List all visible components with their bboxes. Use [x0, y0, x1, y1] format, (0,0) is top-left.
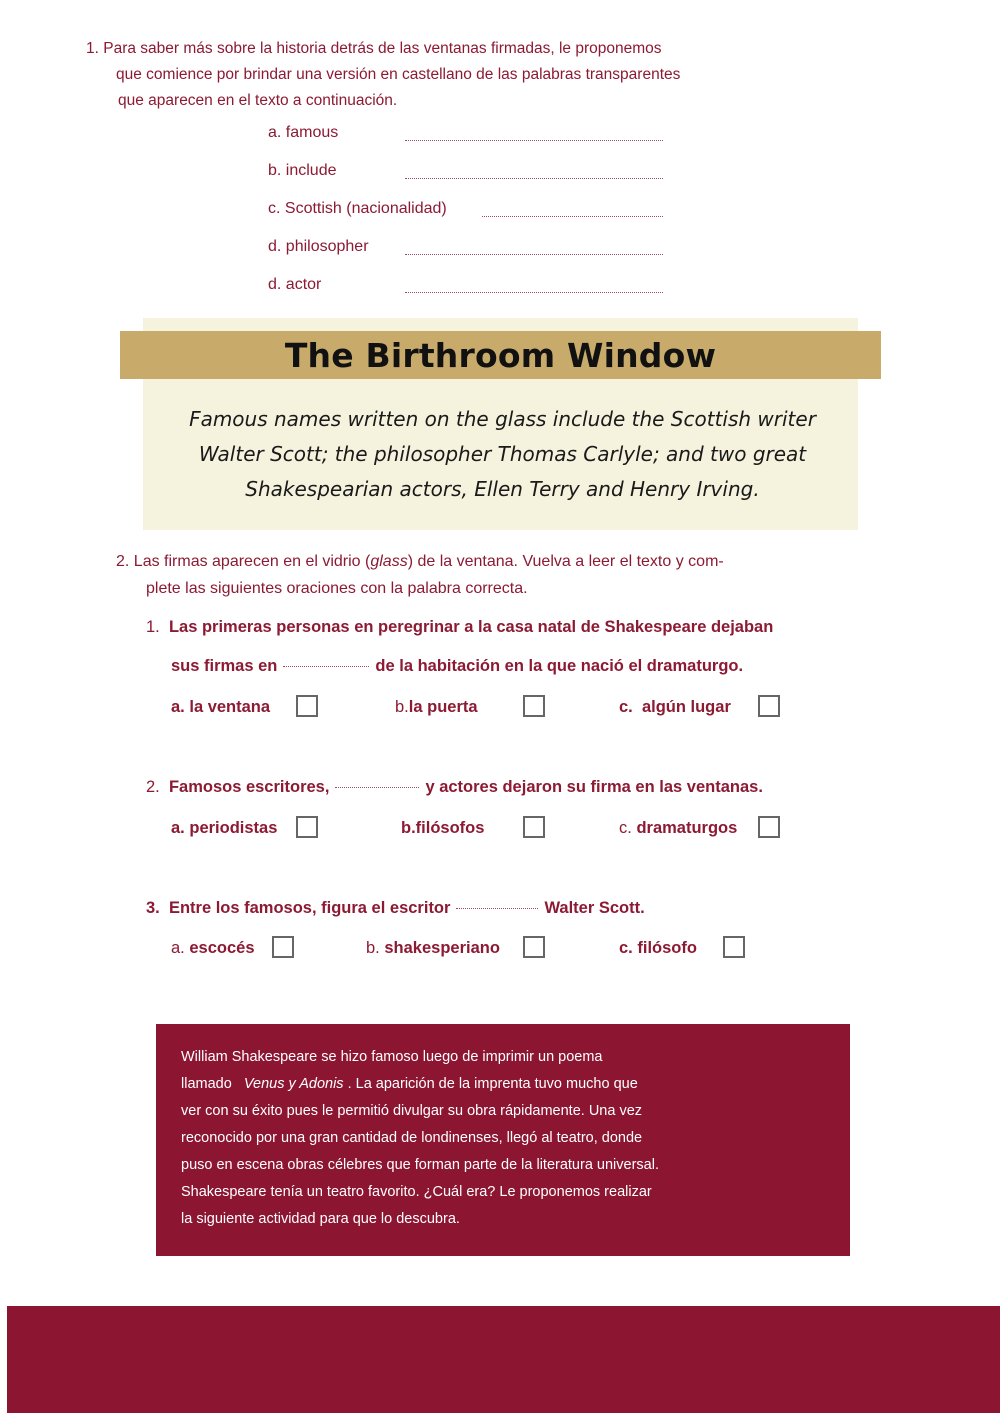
- sentence-text: de la habitación en la que nació el dramaturgo.: [375, 657, 744, 675]
- option-2c: [619, 819, 737, 838]
- answer-line-philosopher[interactable]: [405, 254, 663, 255]
- glass-word: glass: [370, 553, 408, 570]
- info-line-4: reconocido por una gran cantidad de londinenses, llegó al teatro, donde: [181, 1130, 643, 1146]
- checkbox-3a[interactable]: [272, 936, 294, 958]
- option-text: filósofo: [637, 939, 697, 957]
- sentence-number: 1.: [146, 618, 160, 636]
- option-1a: [171, 698, 270, 717]
- vocab-item-include: [268, 162, 337, 180]
- sentence-1-continued: [171, 657, 871, 676]
- option-1b: [395, 698, 478, 717]
- option-letter: a.: [171, 819, 185, 837]
- option-text: algún lugar: [641, 698, 731, 716]
- vocab-item-philosopher: [268, 238, 369, 256]
- answer-line-scottish[interactable]: [482, 216, 663, 217]
- checkbox-1c[interactable]: [758, 695, 780, 717]
- reading-title: The Birthroom Window: [284, 335, 717, 375]
- option-letter: a.: [171, 698, 185, 716]
- option-letter: b.: [366, 939, 380, 957]
- vocab-item-famous: [268, 124, 338, 142]
- vocab-item-scottish: [268, 200, 447, 218]
- vocab-label: b. include: [268, 162, 337, 179]
- option-text: dramaturgos: [636, 819, 738, 837]
- reading-line-1: Famous names written on the glass include the Scottish writer: [189, 407, 816, 431]
- sentence-1: [146, 618, 846, 637]
- blank-2[interactable]: [335, 787, 419, 788]
- info-line-6: Shakespeare tenía un teatro favorito. ¿Cuál era? Le proponemos realizar: [181, 1184, 652, 1200]
- info-line-2-a: llamado: [181, 1076, 232, 1092]
- question-1-prompt: [86, 36, 786, 114]
- sentence-text: Las primeras personas en peregrinar a la casa natal de Shakespeare dejaban: [168, 618, 774, 636]
- sentence-text: sus firmas en: [171, 657, 278, 675]
- option-text: escocés: [189, 939, 255, 957]
- info-line-5: puso en escena obras célebres que forman parte de la literatura universal.: [181, 1157, 659, 1173]
- vocab-label: a. famous: [268, 124, 339, 141]
- footer-band: [7, 1306, 1000, 1413]
- option-3b: [366, 939, 500, 958]
- option-text: la puerta: [408, 698, 478, 716]
- question-2-prompt: [116, 548, 816, 602]
- option-letter: b.: [401, 819, 416, 837]
- answer-line-include[interactable]: [405, 178, 663, 179]
- checkbox-2c[interactable]: [758, 816, 780, 838]
- sentence-text: Walter Scott.: [544, 899, 645, 917]
- sentence-text: y actores dejaron su firma en las ventanas.: [425, 778, 763, 796]
- sentence-text: Famosos escritores,: [168, 778, 330, 796]
- checkbox-1b[interactable]: [523, 695, 545, 717]
- info-line-1: William Shakespeare se hizo famoso luego de imprimir un poema: [181, 1049, 603, 1065]
- question-1-line-2: que comience por brindar una versión en castellano de las palabras transparentes: [116, 66, 681, 83]
- question-2-intro-a: 2. Las firmas aparecen en el vidrio (: [116, 553, 371, 570]
- sentence-3: [146, 899, 846, 918]
- option-1c: [619, 698, 731, 717]
- option-letter: c.: [619, 819, 632, 837]
- vocab-label: d. philosopher: [268, 238, 369, 255]
- reading-line-3: Shakespearian actors, Ellen Terry and Henry Irving.: [245, 477, 760, 501]
- question-1-line-3: que aparecen en el texto a continuación.: [118, 92, 398, 109]
- reading-title-band: [120, 331, 881, 379]
- option-text: shakesperiano: [384, 939, 500, 957]
- option-letter: b.: [395, 698, 409, 716]
- option-3a: [171, 939, 255, 958]
- option-2b: [401, 819, 484, 838]
- blank-1[interactable]: [283, 666, 369, 667]
- reading-line-2: Walter Scott; the philosopher Thomas Carlyle; and two great: [198, 442, 807, 466]
- sentence-number: 2.: [146, 778, 160, 796]
- sentence-2: [146, 778, 866, 797]
- option-text: la ventana: [189, 698, 271, 716]
- checkbox-2a[interactable]: [296, 816, 318, 838]
- question-2-intro-b: ) de la ventana. Vuelva a leer el texto y com-: [407, 553, 724, 570]
- option-letter: c.: [619, 939, 633, 957]
- vocab-item-actor: [268, 276, 321, 294]
- vocab-label: d. actor: [268, 276, 322, 293]
- option-text: filósofos: [415, 819, 485, 837]
- info-line-3: ver con su éxito pues le permitió divulgar su obra rápidamente. Una vez: [181, 1103, 643, 1119]
- checkbox-2b[interactable]: [523, 816, 545, 838]
- option-text: periodistas: [189, 819, 278, 837]
- option-letter: a.: [171, 939, 185, 957]
- vocab-label: c. Scottish (nacionalidad): [268, 200, 447, 217]
- info-line-2: [181, 1071, 761, 1098]
- option-3c: [619, 939, 697, 958]
- checkbox-1a[interactable]: [296, 695, 318, 717]
- blank-3[interactable]: [456, 908, 538, 909]
- info-text: [181, 1044, 761, 1233]
- checkbox-3c[interactable]: [723, 936, 745, 958]
- question-2-intro-line-2: plete las siguientes oraciones con la palabra correcta.: [146, 580, 528, 597]
- info-line-7: la siguiente actividad para que lo descubra.: [181, 1211, 460, 1227]
- option-letter: c.: [619, 698, 633, 716]
- checkbox-3b[interactable]: [523, 936, 545, 958]
- option-2a: [171, 819, 277, 838]
- info-line-2-b: . La aparición de la imprenta tuvo mucho que: [347, 1076, 638, 1092]
- question-1-line-1: 1. Para saber más sobre la historia detrás de las ventanas firmadas, le proponemos: [86, 40, 662, 57]
- reading-text: [170, 402, 835, 507]
- answer-line-actor[interactable]: [405, 292, 663, 293]
- sentence-text: Entre los famosos, figura el escritor: [168, 899, 451, 917]
- answer-line-famous[interactable]: [405, 140, 663, 141]
- poem-title: Venus y Adonis: [243, 1076, 344, 1092]
- sentence-number: 3.: [146, 899, 160, 917]
